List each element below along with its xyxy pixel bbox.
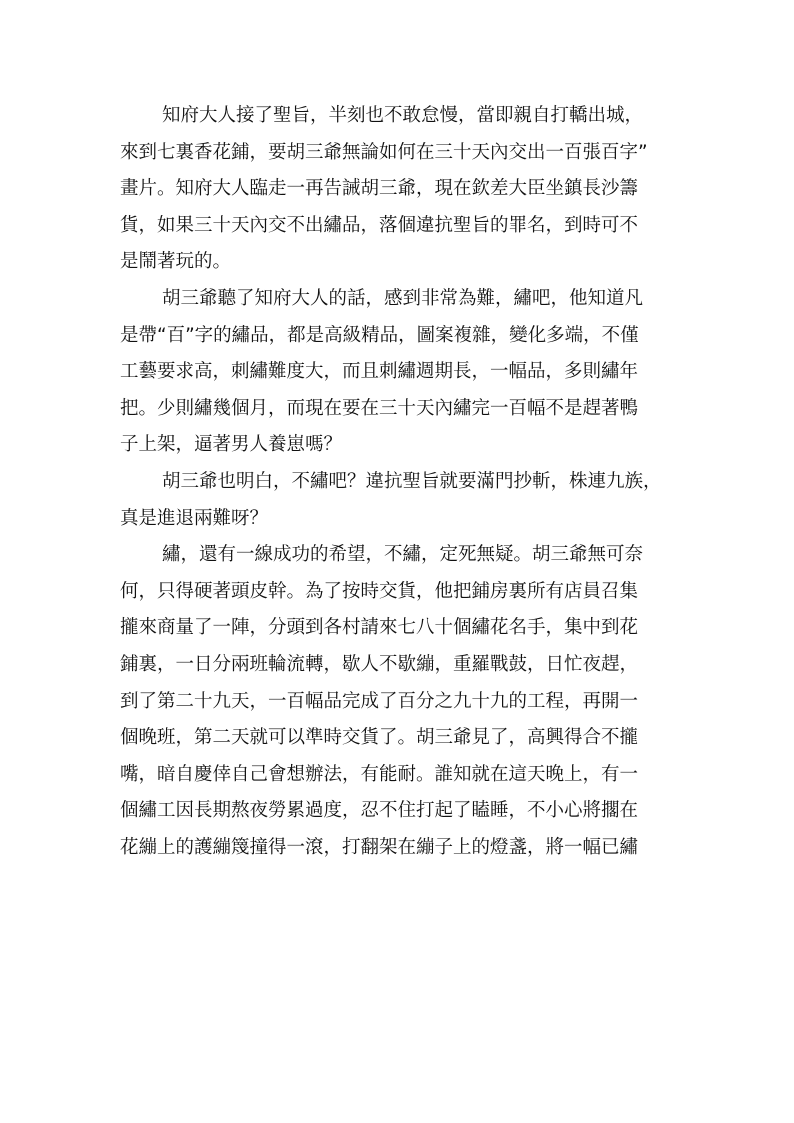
text-line: 胡三爺也明白，不繡吧？違抗聖旨就要滿門抄斬，株連九族， (162, 470, 662, 492)
text-line: 貨，如果三十天內交不出繡品，落個違抗聖旨的罪名，到時可不 (120, 214, 639, 236)
text-line: 鋪裏，一日分兩班輪流轉，歇人不歇繃，重羅戰鼓，日忙夜趕， (120, 653, 639, 675)
text-line: 到了第二十九天，一百幅品完成了百分之九十九的工程，再開一 (120, 690, 639, 712)
text-line: 胡三爺聽了知府大人的話，感到非常為難，繡吧，他知道凡 (162, 287, 644, 309)
story-text (120, 98, 678, 866)
text-line: 畫片。知府大人臨走一再告誡胡三爺，現在欽差大臣坐鎮長沙籌 (120, 178, 639, 200)
text-line: 真是進退兩難呀？ (120, 507, 269, 529)
text-line: 是帶“百”字的繡品，都是高級精品，圖案複雜，變化多端，不僅 (120, 324, 639, 346)
text-line: 工藝要求高，刺繡難度大，而且刺繡週期長，一幅品，多則繡年 (120, 361, 639, 383)
text-line: 嘴，暗自慶倖自己會想辦法，有能耐。誰知就在這天晚上，有一 (120, 763, 639, 785)
text-line: 繡，還有一線成功的希望，不繡，定死無疑。胡三爺無可奈 (162, 544, 644, 566)
text-line: 把。少則繡幾個月，而現在要在三十天內繡完一百幅不是趕著鴨 (120, 397, 639, 419)
text-line: 花繃上的護繃篾撞得一滾，打翻架在繃子上的燈盞，將一幅已繡 (120, 836, 639, 858)
text-line: 是鬧著玩的。 (120, 251, 232, 273)
text-line: 個繡工因長期熬夜勞累過度，忍不住打起了瞌睡，不小心將擱在 (120, 800, 639, 822)
text-line: 知府大人接了聖旨，半刻也不敢怠慢，當即親自打轎出城， (162, 105, 644, 126)
text-line: 來到七裏香花鋪，要胡三爺無論如何在三十天內交出一百張百字” (120, 141, 648, 163)
text-line: 子上架，逼著男人養崽嗎？ (120, 434, 343, 456)
text-line: 攏來商量了一陣，分頭到各村請來七八十個繡花名手，集中到花 (120, 617, 639, 639)
text-line: 個晚班，第二天就可以準時交貨了。胡三爺見了，高興得合不攏 (120, 727, 639, 749)
text-line: 何，只得硬著頭皮幹。為了按時交貨，他把鋪房裏所有店員召集 (120, 580, 639, 602)
